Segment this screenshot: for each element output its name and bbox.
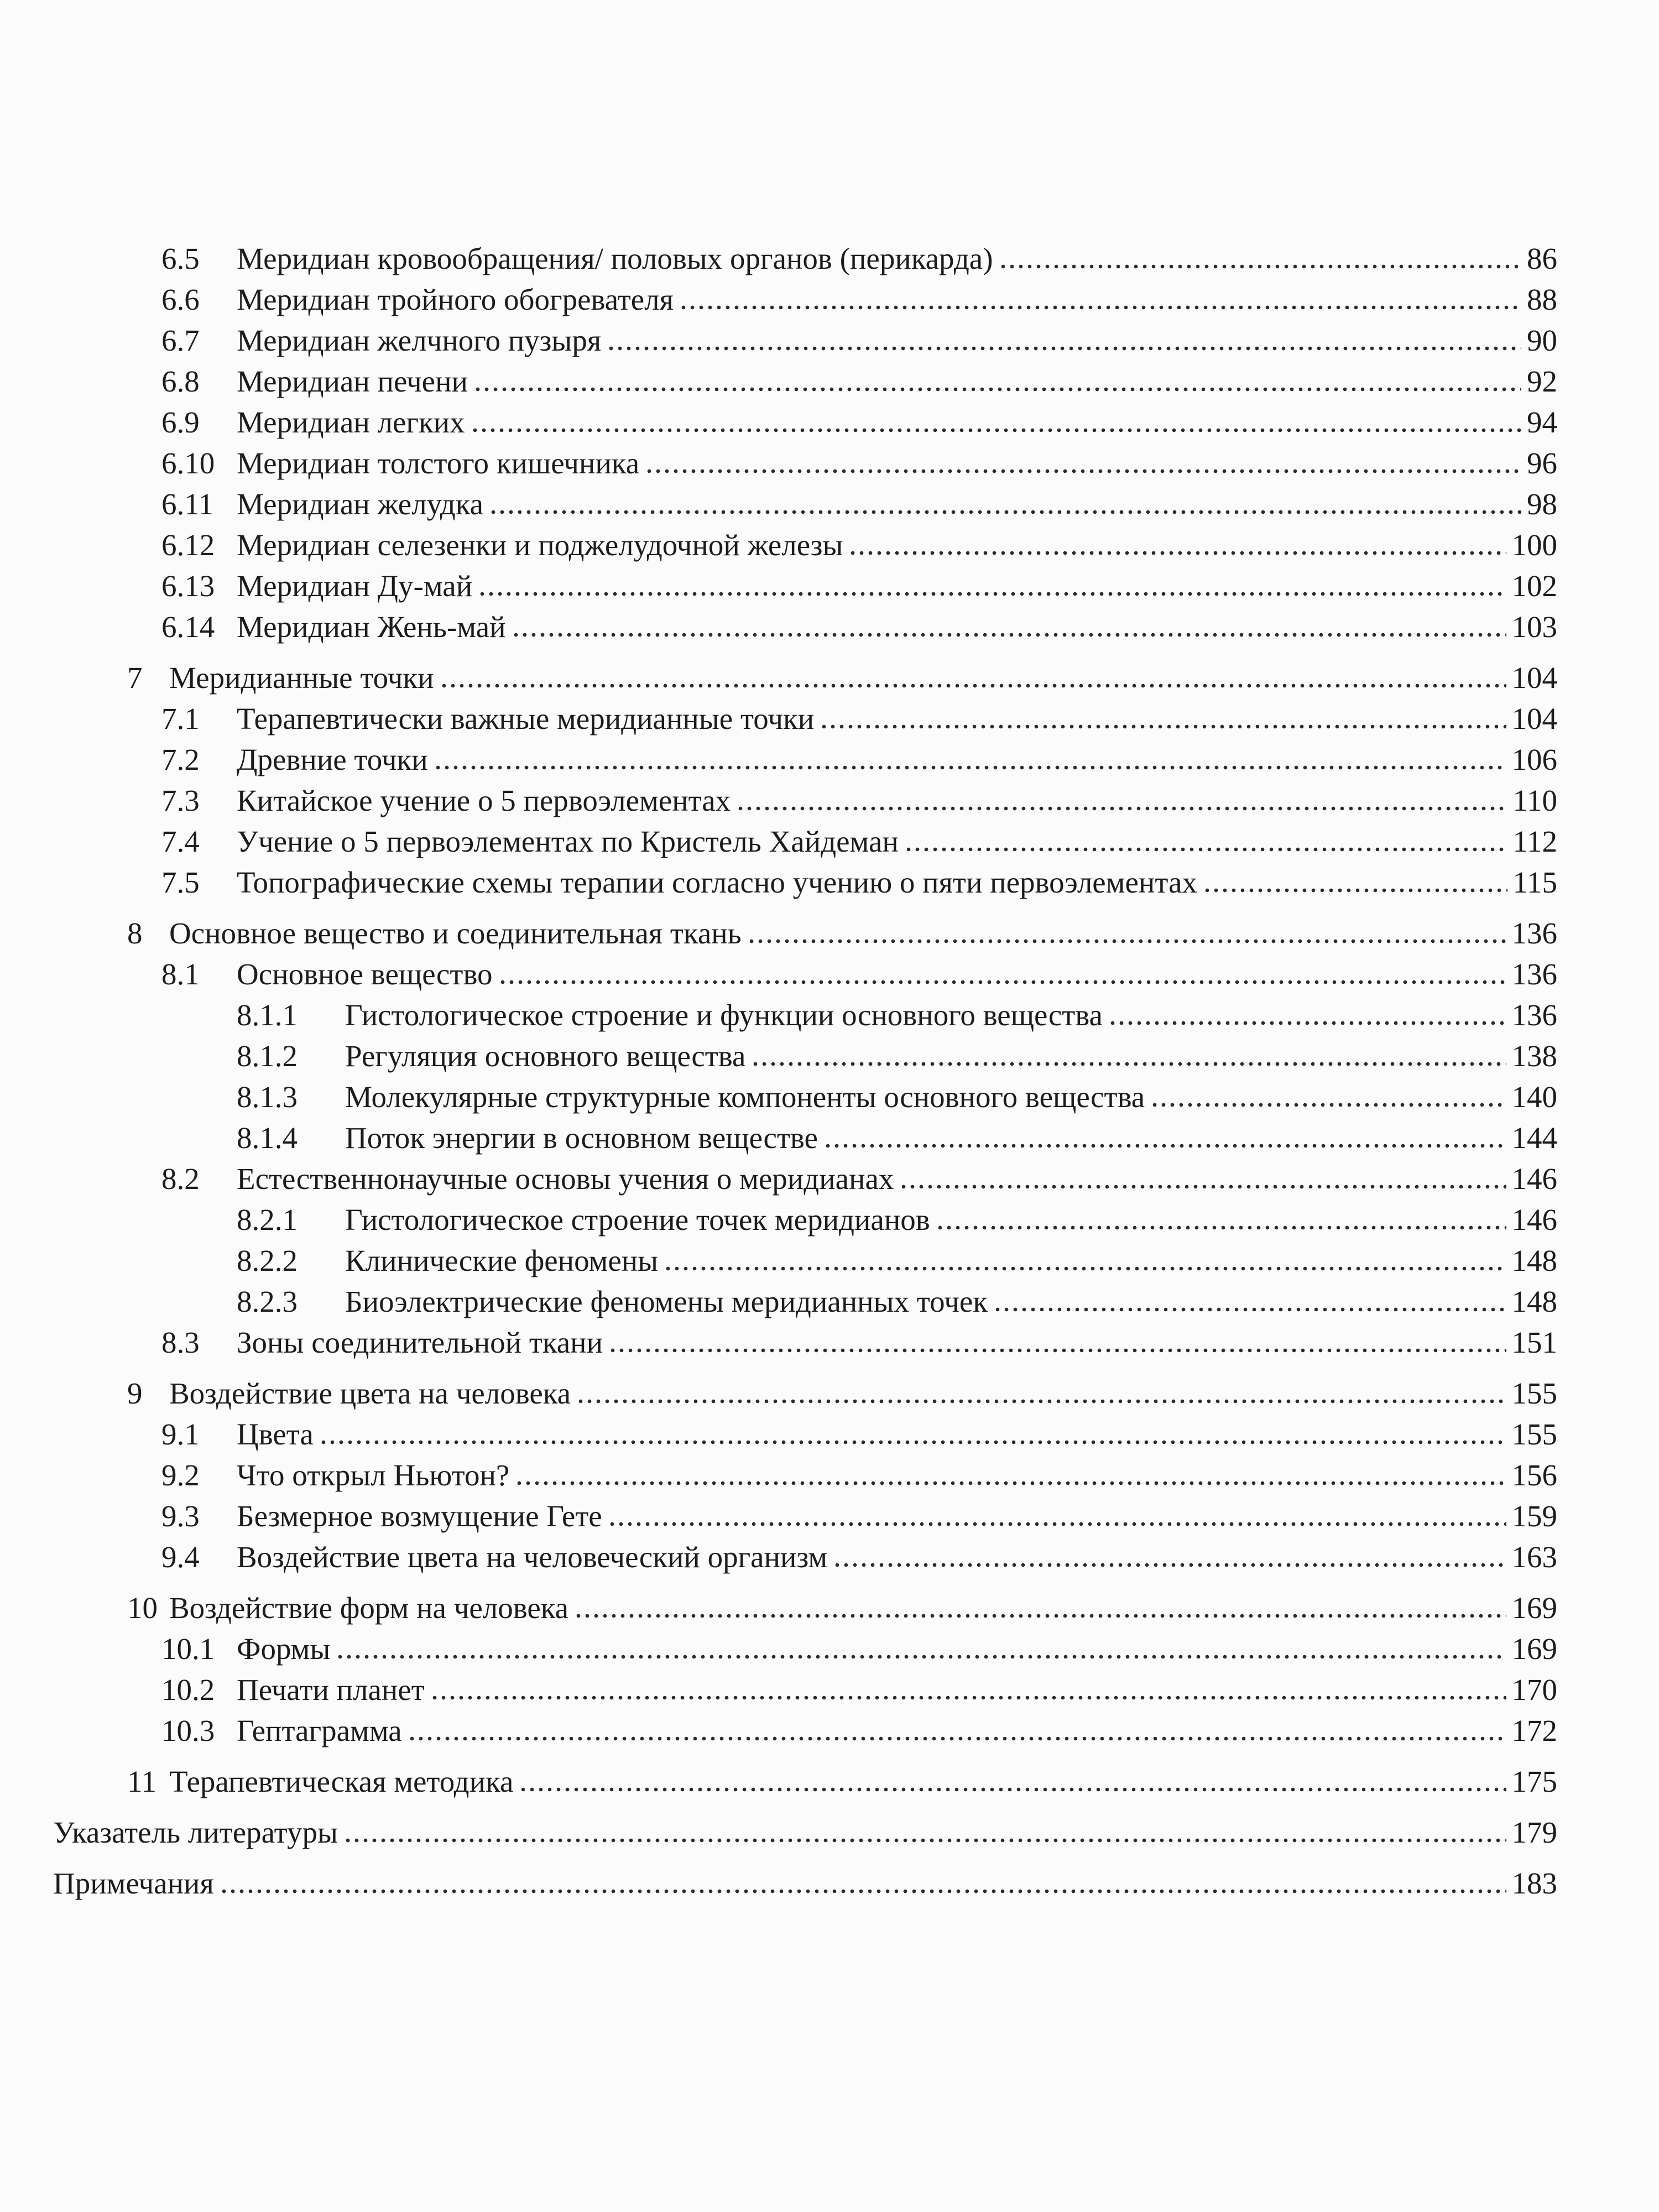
toc-entry-number: 9.3 (161, 1499, 200, 1533)
toc-dot-leader (430, 1694, 1506, 1701)
toc-dot-leader (471, 427, 1521, 434)
toc-dot-leader (1108, 1020, 1506, 1026)
toc-entry (161, 698, 1557, 739)
toc-entry-page-number: 102 (1511, 569, 1557, 603)
toc-entry-title: Меридиан селезенки и поджелудочной железы (237, 528, 843, 562)
toc-entry-title: Меридиан легких (237, 405, 465, 439)
toc-entry (161, 1496, 1557, 1537)
toc-dot-leader (336, 1653, 1506, 1660)
toc-entry-title: Основное вещество и соединительная ткань (169, 916, 742, 950)
toc-dot-leader (747, 938, 1506, 945)
toc-entry-title: Гептаграмма (237, 1714, 402, 1747)
toc-dot-leader (607, 345, 1521, 352)
toc-entry (161, 1414, 1557, 1455)
toc-entry-number: 7.5 (161, 865, 200, 899)
toc-dot-leader (664, 1265, 1506, 1272)
toc-dot-leader (478, 591, 1506, 597)
toc-entry-page-number: 100 (1511, 528, 1557, 562)
toc-entry-page-number: 163 (1511, 1540, 1557, 1574)
toc-entry-title: Терапевтически важные меридианные точки (237, 702, 815, 735)
toc-entry (161, 954, 1557, 995)
toc-entry (161, 238, 1557, 279)
toc-entry (161, 607, 1557, 648)
toc-dot-leader (519, 1786, 1506, 1793)
toc-entry (161, 484, 1557, 525)
toc-entry-title: Китайское учение о 5 первоэлементах (237, 784, 731, 817)
toc-entry-number: 7.3 (161, 784, 200, 817)
toc-entry-page-number: 146 (1511, 1162, 1557, 1196)
toc-entry-number: 9 (127, 1376, 143, 1410)
toc-entry-page-number: 175 (1511, 1765, 1557, 1798)
toc-entry-page-number: 169 (1511, 1591, 1557, 1625)
toc-entry-number: 6.8 (161, 364, 200, 398)
toc-dot-leader (736, 805, 1507, 812)
toc-entry-number: 10.1 (161, 1632, 215, 1666)
toc-dot-leader (512, 632, 1506, 638)
toc-entry-page-number: 144 (1511, 1121, 1557, 1155)
toc-dot-leader (408, 1735, 1506, 1742)
toc-entry-title: Молекулярные структурные компоненты основного вещества (345, 1080, 1145, 1114)
toc-entry-title: Меридиан тройного обогревателя (237, 283, 674, 316)
toc-entry-title: Меридианные точки (169, 661, 434, 695)
toc-entry-page-number: 103 (1511, 610, 1557, 644)
toc-entry (237, 1240, 1557, 1281)
toc-entry-number: 6.10 (161, 446, 215, 480)
toc-entry-number: 7.4 (161, 825, 200, 858)
toc-entry-page-number: 151 (1511, 1326, 1557, 1359)
toc-entry-title: Меридиан Жень-май (237, 610, 506, 644)
toc-entry-title: Учение о 5 первоэлементах по Кристель Хайдеман (237, 825, 899, 858)
toc-entry-page-number: 110 (1512, 784, 1557, 817)
toc-entry-number: 8.1.4 (237, 1121, 298, 1155)
toc-dot-leader (833, 1562, 1506, 1568)
toc-entry-number: 9.1 (161, 1417, 200, 1451)
toc-entry-page-number: 104 (1511, 702, 1557, 735)
toc-entry-page-number: 92 (1527, 364, 1557, 398)
toc-entry-number: 7 (127, 661, 143, 695)
toc-entry-page-number: 136 (1511, 998, 1557, 1032)
toc-entry-number: 6.13 (161, 569, 215, 603)
toc-dot-leader (820, 723, 1506, 730)
toc-entry-page-number: 159 (1511, 1499, 1557, 1533)
toc-entry-page-number: 156 (1511, 1458, 1557, 1492)
toc-dot-leader (999, 263, 1521, 270)
toc-dot-leader (576, 1398, 1506, 1405)
toc-dot-leader (936, 1224, 1506, 1231)
toc-entry-title: Древние точки (237, 743, 428, 776)
toc-entry-title: Топографические схемы терапии согласно учению о пяти первоэлементах (237, 865, 1197, 899)
toc-entry-number: 8.2.3 (237, 1285, 298, 1318)
toc-dot-leader (823, 1142, 1506, 1149)
toc-entry (161, 1629, 1557, 1670)
toc-entry-number: 8.1.3 (237, 1080, 298, 1114)
toc-entry-page-number: 96 (1527, 446, 1557, 480)
toc-dot-leader (434, 764, 1506, 771)
toc-entry (161, 1670, 1557, 1710)
toc-entry-title: Регуляция основного вещества (345, 1039, 746, 1073)
toc-entry-title: Примечания (53, 1866, 214, 1900)
toc-dot-leader (498, 979, 1506, 985)
toc-entry-title: Терапевтическая методика (169, 1765, 514, 1798)
toc-entry-page-number: 155 (1511, 1376, 1557, 1410)
toc-entry-number: 7.2 (161, 743, 200, 776)
toc-entry-title: Основное вещество (237, 957, 493, 991)
toc-entry (127, 658, 1557, 698)
toc-entry (161, 320, 1557, 361)
toc-entry (161, 279, 1557, 320)
toc-entry-title: Воздействие цвета на человеческий организм (237, 1540, 828, 1574)
toc-entry-page-number: 140 (1511, 1080, 1557, 1114)
toc-entry (161, 443, 1557, 484)
toc-entry (161, 402, 1557, 443)
toc-entry-title: Печати планет (237, 1673, 425, 1707)
toc-entry (53, 1812, 1557, 1853)
toc-entry-page-number: 169 (1511, 1632, 1557, 1666)
toc-entry-page-number: 148 (1511, 1285, 1557, 1318)
toc-entry-page-number: 104 (1511, 661, 1557, 695)
toc-entry (161, 821, 1557, 862)
toc-dot-leader (645, 468, 1521, 474)
toc-entry-number: 6.14 (161, 610, 215, 644)
toc-entry-page-number: 138 (1511, 1039, 1557, 1073)
toc-dot-leader (319, 1439, 1506, 1446)
toc-entry (237, 1281, 1557, 1322)
toc-entry (161, 1159, 1557, 1199)
toc-dot-leader (489, 509, 1521, 515)
toc-entry-title: Зоны соединительной ткани (237, 1326, 603, 1359)
toc-entry-title: Цвета (237, 1417, 314, 1451)
toc-entry-page-number: 179 (1511, 1815, 1557, 1849)
toc-entry-page-number: 115 (1512, 865, 1557, 899)
toc-entry-number: 8.2.1 (237, 1203, 298, 1237)
toc-entry (161, 1710, 1557, 1751)
toc-entry-number: 6.12 (161, 528, 215, 562)
toc-dot-leader (574, 1613, 1506, 1619)
toc-dot-leader (473, 386, 1521, 393)
toc-entry (237, 1036, 1557, 1077)
toc-entry-number: 9.2 (161, 1458, 200, 1492)
toc-entry-page-number: 86 (1527, 242, 1557, 275)
toc-entry-page-number: 112 (1512, 825, 1557, 858)
toc-dot-leader (904, 846, 1507, 853)
toc-entry-page-number: 106 (1511, 743, 1557, 776)
toc-entry-number: 6.6 (161, 283, 200, 316)
toc-entry (161, 361, 1557, 402)
toc-entry-title: Естественнонаучные основы учения о меридианах (237, 1162, 894, 1196)
toc-entry-number: 10.2 (161, 1673, 215, 1707)
toc-entry-page-number: 155 (1511, 1417, 1557, 1451)
toc-entry-page-number: 170 (1511, 1673, 1557, 1707)
toc-entry-number: 9.4 (161, 1540, 200, 1574)
toc-entry-number: 6.11 (161, 487, 214, 521)
toc-entry-title: Меридиан Ду-май (237, 569, 473, 603)
toc-dot-leader (220, 1888, 1506, 1895)
toc-entry-title: Безмерное возмущение Гете (237, 1499, 602, 1533)
toc-entry (161, 1537, 1557, 1578)
toc-entry-title: Гистологическое строение и функции основного вещества (345, 998, 1103, 1032)
toc-entry-page-number: 136 (1511, 916, 1557, 950)
toc-entry-title: Что открыл Ньютон? (237, 1458, 510, 1492)
toc-entry-page-number: 90 (1527, 324, 1557, 357)
toc-dot-leader (1203, 887, 1507, 894)
toc-entry (161, 566, 1557, 607)
toc-entry-page-number: 88 (1527, 283, 1557, 316)
toc-entry-number: 11 (127, 1765, 156, 1798)
toc-entry-title: Меридиан желудка (237, 487, 483, 521)
toc-entry (237, 1199, 1557, 1240)
toc-dot-leader (608, 1521, 1506, 1527)
toc-dot-leader (679, 304, 1521, 311)
toc-entry (237, 1118, 1557, 1159)
toc-entry-title: Меридиан толстого кишечника (237, 446, 640, 480)
toc-entry-number: 8.1.1 (237, 998, 298, 1032)
toc-entry-title: Меридиан желчного пузыря (237, 324, 602, 357)
toc-entry-number: 6.7 (161, 324, 200, 357)
toc-entry-title: Биоэлектрические феномены меридианных точек (345, 1285, 988, 1318)
toc-entry (161, 1322, 1557, 1363)
toc-entry (161, 862, 1557, 903)
toc-entry-number: 8.3 (161, 1326, 200, 1359)
toc-dot-leader (899, 1183, 1506, 1190)
toc-dot-leader (751, 1061, 1506, 1067)
toc-entry-number: 8.1.2 (237, 1039, 298, 1073)
toc-entry-title: Воздействие форм на человека (169, 1591, 569, 1625)
toc-dot-leader (608, 1347, 1506, 1354)
toc-entry-page-number: 146 (1511, 1203, 1557, 1237)
toc-entry (53, 1863, 1557, 1904)
toc-entry (161, 525, 1557, 566)
toc-entry-number: 8.2 (161, 1162, 200, 1196)
toc-entry (127, 1373, 1557, 1414)
toc-entry-title: Меридиан печени (237, 364, 468, 398)
toc-entry-number: 10.3 (161, 1714, 215, 1747)
toc-entry-title: Формы (237, 1632, 331, 1666)
toc-entry-title: Меридиан кровообращения/ половых органов (перикарда) (237, 242, 993, 275)
toc-entry-page-number: 136 (1511, 957, 1557, 991)
toc-entry-number: 8.2.2 (237, 1244, 298, 1277)
toc-entry-number: 7.1 (161, 702, 200, 735)
toc-dot-leader (515, 1480, 1506, 1486)
toc-dot-leader (993, 1306, 1506, 1313)
toc-entry-number: 8.1 (161, 957, 200, 991)
toc-entry-title: Указатель литературы (53, 1815, 338, 1849)
toc-entry (237, 1077, 1557, 1118)
toc-entry-number: 10 (127, 1591, 158, 1625)
toc-entry (161, 1455, 1557, 1496)
toc-entry-number: 6.9 (161, 405, 200, 439)
toc-entry (127, 913, 1557, 954)
toc-entry-page-number: 98 (1527, 487, 1557, 521)
toc-entry-title: Поток энергии в основном веществе (345, 1121, 818, 1155)
toc-entry-number: 8 (127, 916, 143, 950)
toc-entry-number: 6.5 (161, 242, 200, 275)
toc-entry-page-number: 94 (1527, 405, 1557, 439)
toc-dot-leader (343, 1837, 1506, 1844)
toc-entry-title: Гистологическое строение точек меридианов (345, 1203, 930, 1237)
toc-entry-page-number: 148 (1511, 1244, 1557, 1277)
toc-entry-title: Воздействие цвета на человека (169, 1376, 571, 1410)
toc-entry (127, 1761, 1557, 1802)
toc-entry-page-number: 172 (1511, 1714, 1557, 1747)
toc-dot-leader (440, 682, 1506, 689)
toc-entry (237, 995, 1557, 1036)
toc-entry (127, 1588, 1557, 1629)
toc-entry (161, 780, 1557, 821)
toc-entry-page-number: 183 (1511, 1866, 1557, 1900)
toc-entry-title: Клинические феномены (345, 1244, 659, 1277)
toc-dot-leader (1150, 1102, 1506, 1108)
toc-dot-leader (848, 550, 1506, 556)
toc-entry (161, 739, 1557, 780)
